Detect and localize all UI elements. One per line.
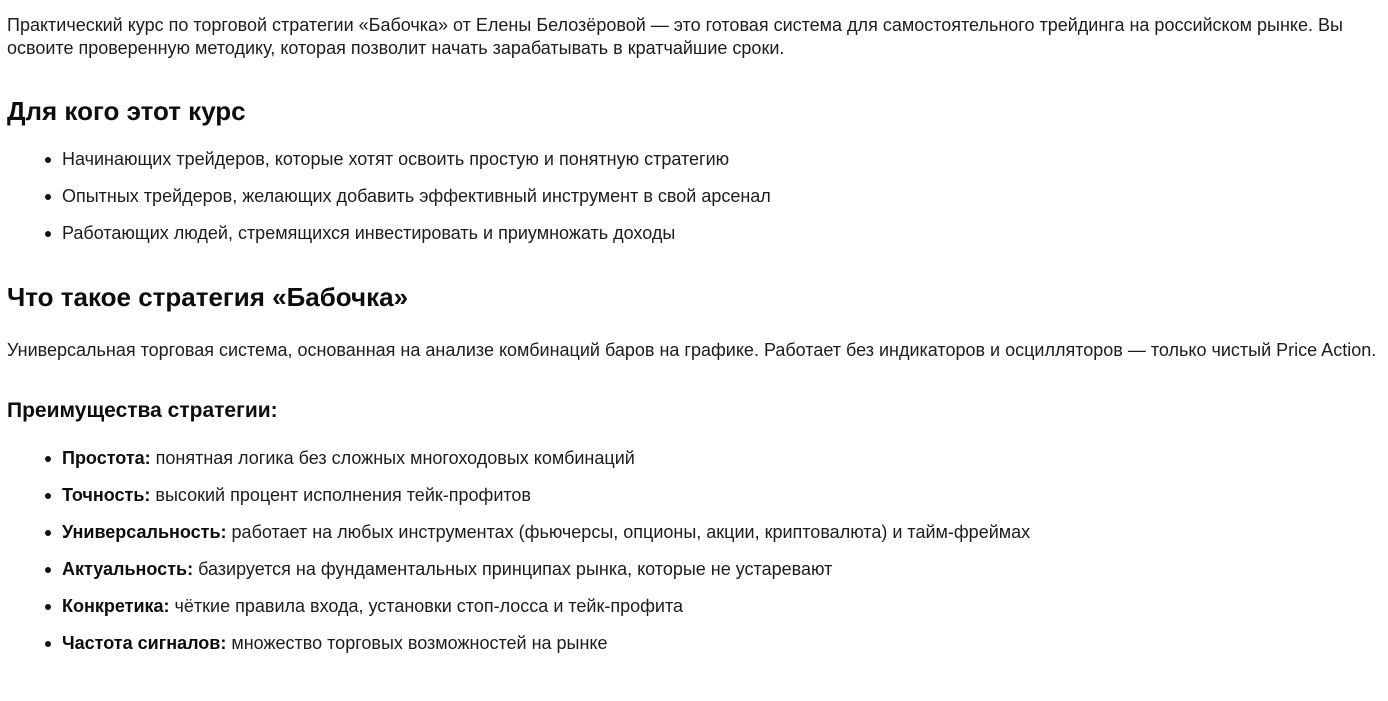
bullet-icon — [45, 604, 51, 610]
advantage-text: множество торговых возможностей на рынке — [226, 633, 608, 653]
bullet-icon — [45, 530, 51, 536]
list-item-text: Начинающих трейдеров, которые хотят освоить простую и понятную стратегию — [62, 149, 730, 169]
advantage-term: Универсальность: — [62, 522, 227, 542]
advantage-text: работает на любых инструментах (фьючерсы, опционы, акции, криптовалюта) и тайм-фреймах — [226, 522, 1031, 542]
audience-list — [7, 148, 1381, 245]
list-item — [7, 148, 1381, 171]
list-item — [7, 484, 1381, 507]
list-item — [7, 185, 1381, 208]
bullet-icon — [45, 641, 51, 647]
advantage-term: Актуальность: — [62, 559, 194, 579]
advantages-heading: Преимущества стратегии: — [7, 399, 278, 422]
advantage-text: чёткие правила входа, установки стоп-лосса и тейк-профита — [169, 596, 684, 616]
advantage-term: Частота сигналов: — [62, 633, 227, 653]
list-item — [7, 595, 1381, 618]
list-item — [7, 632, 1381, 655]
strategy-description: Универсальная торговая система, основанная на анализе комбинаций баров на графике. Работает без индикаторов и осцилляторов — только чистый Price Action. — [7, 340, 1377, 360]
audience-heading: Для кого этот курс — [7, 96, 246, 126]
list-item — [7, 222, 1381, 245]
intro-paragraph: Практический курс по торговой стратегии «Бабочка» от Елены Белозёровой — это готовая система для самостоятельного трейдинга на российском рынке. Вы освоите проверенную методику, которая позволит начать зарабатывать в кратчайшие сроки. — [7, 15, 1343, 58]
bullet-icon — [45, 231, 51, 237]
advantage-term: Простота: — [62, 448, 151, 468]
advantage-text: понятная логика без сложных многоходовых комбинаций — [150, 448, 635, 468]
list-item-text: Работающих людей, стремящихся инвестировать и приумножать доходы — [62, 223, 676, 243]
bullet-icon — [45, 493, 51, 499]
strategy-heading: Что такое стратегия «Бабочка» — [7, 282, 409, 312]
advantage-text: высокий процент исполнения тейк-профитов — [150, 485, 531, 505]
bullet-icon — [45, 567, 51, 573]
list-item — [7, 521, 1381, 544]
list-item — [7, 558, 1381, 581]
advantage-text: базируется на фундаментальных принципах рынка, которые не устаревают — [193, 559, 833, 579]
bullet-icon — [45, 194, 51, 200]
advantage-term: Точность: — [62, 485, 151, 505]
advantage-term: Конкретика: — [62, 596, 170, 616]
bullet-icon — [45, 157, 51, 163]
bullet-icon — [45, 456, 51, 462]
advantages-list — [7, 447, 1381, 655]
list-item-text: Опытных трейдеров, желающих добавить эффективный инструмент в свой арсенал — [62, 186, 771, 206]
list-item — [7, 447, 1381, 470]
